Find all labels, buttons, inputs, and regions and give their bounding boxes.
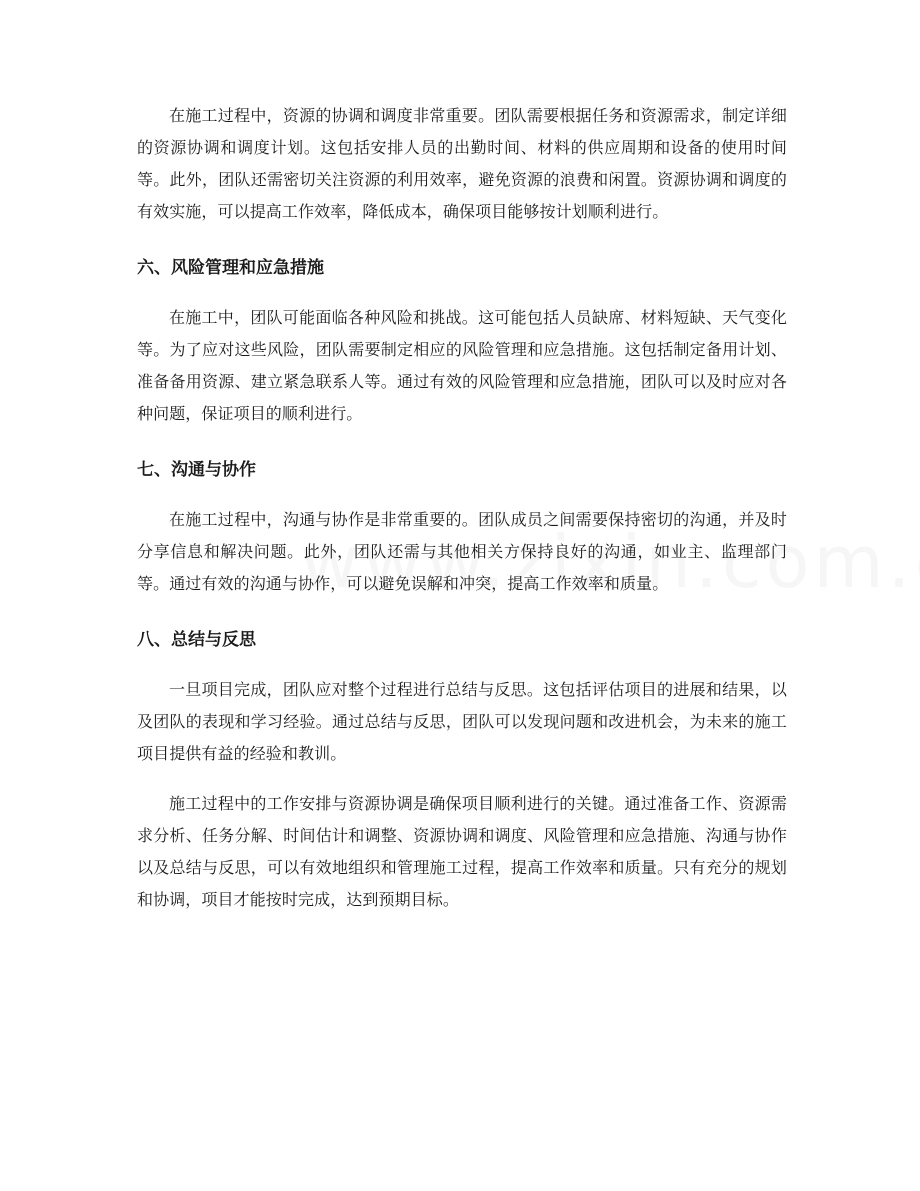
document-body (137, 100, 787, 916)
paragraph-summary-reflection: 一旦项目完成，团队应对整个过程进行总结与反思。这包括评估项目的进展和结果，以及团队的表现和学习经验。通过总结与反思，团队可以发现问题和改进机会，为未来的施工项目提供有益的经验和教训。 (137, 680, 787, 763)
heading-risk-management: 六、风险管理和应急措施 (137, 258, 324, 278)
paragraph-conclusion: 施工过程中的工作安排与资源协调是确保项目顺利进行的关键。通过准备工作、资源需求分析、任务分解、时间估计和调整、资源协调和调度、风险管理和应急措施、沟通与协作以及总结与反思，可以有效地组织和管理施工过程，提高工作效率和质量。只有充分的规划和协调，项目才能按时完成，达到预期目标。 (137, 794, 787, 909)
heading-communication: 七、沟通与协作 (137, 460, 256, 480)
paragraph-resource-coordination: 在施工过程中，资源的协调和调度非常重要。团队需要根据任务和资源需求，制定详细的资源协调和调度计划。这包括安排人员的出勤时间、材料的供应周期和设备的使用时间等。此外，团队还需密切关注资源的利用效率，避免资源的浪费和闲置。资源协调和调度的有效实施，可以提高工作效率，降低成本，确保项目能够按计划顺利进行。 (137, 106, 787, 221)
heading-summary-reflection: 八、总结与反思 (137, 630, 256, 650)
paragraph-communication: 在施工过程中，沟通与协作是非常重要的。团队成员之间需要保持密切的沟通，并及时分享信息和解决问题。此外，团队还需与其他相关方保持良好的沟通，如业主、监理部门等。通过有效的沟通与协作，可以避免误解和冲突，提高工作效率和质量。 (137, 510, 787, 593)
paragraph-risk-management: 在施工中，团队可能面临各种风险和挑战。这可能包括人员缺席、材料短缺、天气变化等。为了应对这些风险，团队需要制定相应的风险管理和应急措施。这包括制定备用计划、准备备用资源、建立紧急联系人等。通过有效的风险管理和应急措施，团队可以及时应对各种问题，保证项目的顺利进行。 (137, 308, 787, 423)
